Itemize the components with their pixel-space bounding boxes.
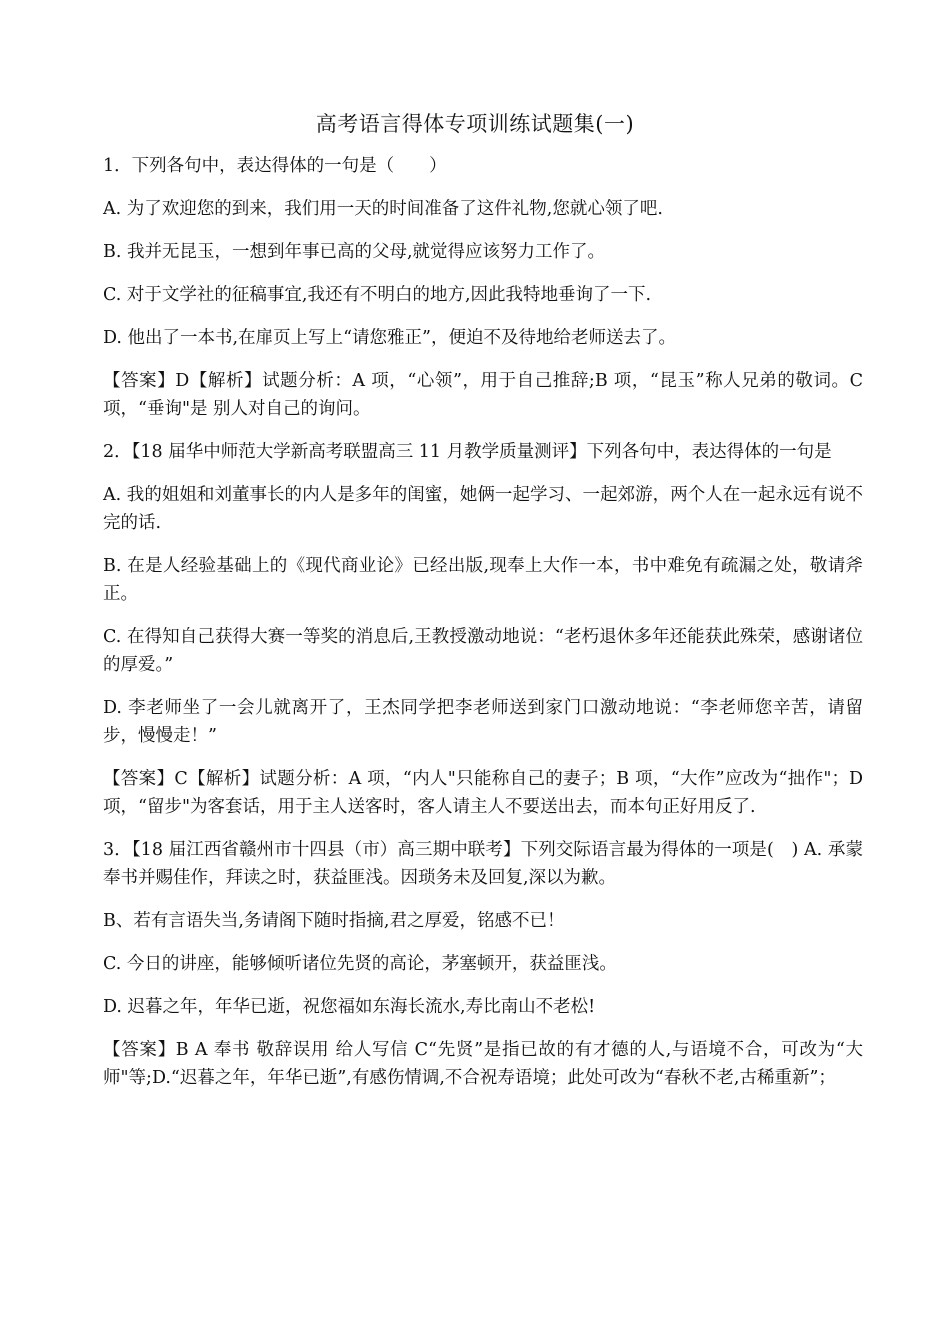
question-3-stem: 3．【18 届江西省赣州市十四县（市）高三期中联考】下列交际语言最为得体的一项是( ) A. 承蒙奉书并赐佳作，拜读之时，获益匪浅。因琐务未及回复,深以为歉。 [103,840,863,888]
question-1-answer: 【答案】D【解析】试题分析：A 项，“心领”，用于自己推辞;B 项，“昆玉”称人兄弟的敬词。C 项，“垂询"是 别人对自己的询问。 [103,371,863,419]
question-1-option-c: C. 对于文学社的征稿事宜,我还有不明白的地方,因此我特地垂询了一下. [103,285,652,305]
question-3-option-c: C. 今日的讲座，能够倾听诸位先贤的高论，茅塞顿开，获益匪浅。 [103,954,617,974]
question-3-option-b: B、若有言语失当,务请阁下随时指摘,君之厚爱，铭感不已！ [103,911,565,931]
document-body [103,152,863,1107]
question-1-option-a: A. 为了欢迎您的到来，我们用一天的时间准备了这件礼物,您就心领了吧. [103,199,663,219]
document-title: 高考语言得体专项训练试题集(一) [315,112,635,136]
question-1-option-d: D. 他出了一本书,在扉页上写上“请您雅正”，便迫不及待地给老师送去了。 [103,328,676,348]
question-2-option-c: C. 在得知自己获得大赛一等奖的消息后,王教授激动地说：“老朽退休多年还能获此殊荣，感谢诸位的厚爱。” [103,627,863,675]
question-2-option-b: B. 在是人经验基础上的《现代商业论》已经出版,现奉上大作一本，书中难免有疏漏之处，敬请斧正。 [103,556,863,604]
question-1-stem: 1．下列各句中，表达得体的一句是（ ） [103,156,447,176]
question-2-answer: 【答案】C【解析】试题分析：A 项，“内人"只能称自己的妻子；B 项，“大作”应改为“拙作"；D 项，“留步"为客套话，用于主人送客时，客人请主人不要送出去，而本句正好用反了. [103,769,863,817]
question-2-stem: 2．【18 届华中师范大学新高考联盟高三 11 月教学质量测评】下列各句中，表达得体的一句是 [103,442,832,462]
question-3-option-d: D. 迟暮之年，年华已逝，祝您福如东海长流水,寿比南山不老松! [103,997,596,1017]
question-2-option-a: A. 我的姐姐和刘董事长的内人是多年的闺蜜，她俩一起学习、一起郊游，两个人在一起永远有说不完的话. [103,485,863,533]
question-1-option-b: B. 我并无昆玉，一想到年事已高的父母,就觉得应该努力工作了。 [103,242,606,262]
question-2-option-d: D. 李老师坐了一会儿就离开了，王杰同学把李老师送到家门口激动地说：“李老师您辛苦，请留步，慢慢走！” [103,698,863,746]
question-3-answer: 【答案】B A 奉书 敬辞误用 给人写信 C“先贤”是指已故的有才德的人,与语境不合，可改为“大师"等;D.“迟暮之年，年华已逝”,有感伤情调,不合祝寿语境；此处可改为“春秋不老,古稀重新”； [103,1040,863,1088]
